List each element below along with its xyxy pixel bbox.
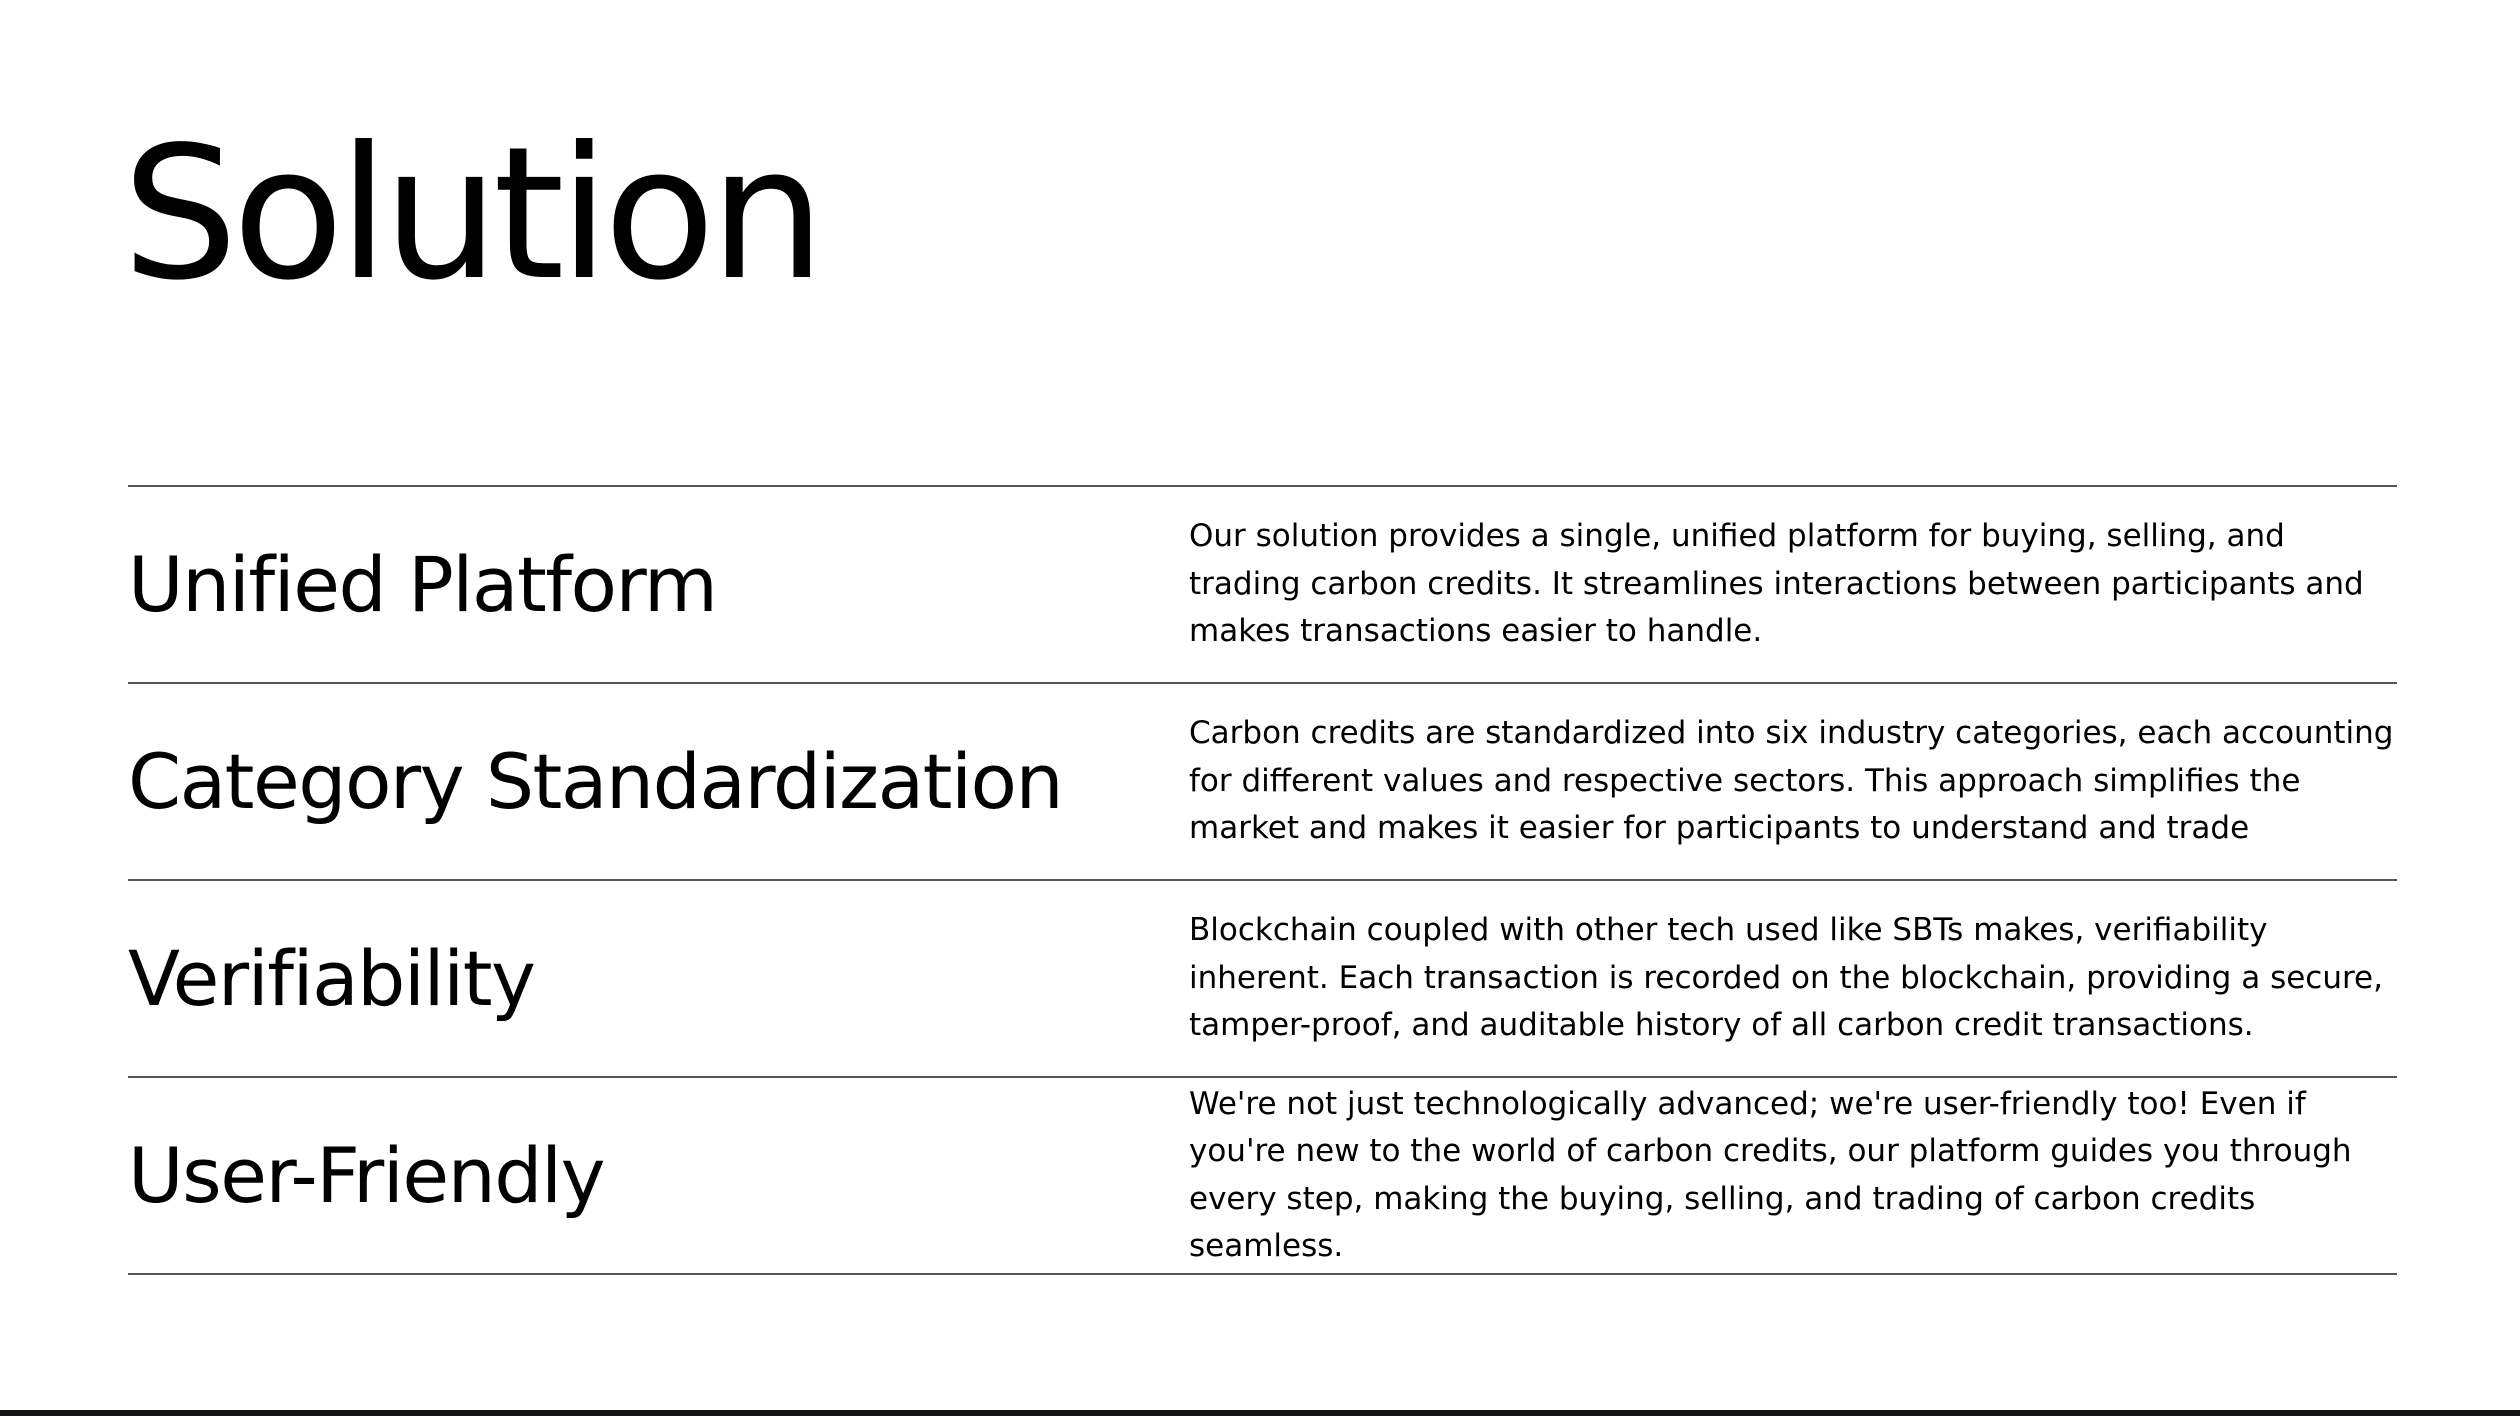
row-description: Carbon credits are standardized into six industry categories, each accounting for different values and respective sectors. This approach simplifies the market and makes it easier for participants to understand and trade [1189,715,2394,847]
solution-row-user-friendly [128,1078,2397,1275]
row-description: Our solution provides a single, unified platform for buying, selling, and trading carbon credits. It streamlines interactions between participants and makes transactions easier to handle. [1189,518,2364,650]
slide-title: Solution [122,108,820,321]
row-description: We're not just technologically advanced; we're user-friendly too! Even if you're new to the world of carbon credits, our platform guides you through every step, making the buying, selling, and trading of carbon credits seamless. [1189,1085,2352,1264]
row-heading: Verifiability [128,934,535,1023]
bottom-border-bar [0,1410,2520,1416]
row-heading: User-Friendly [128,1131,605,1220]
row-heading: Unified Platform [128,540,717,629]
solution-row-category-standardization [128,684,2397,881]
row-heading: Category Standardization [128,737,1063,826]
solution-row-unified-platform [128,487,2397,684]
solution-row-verifiability [128,881,2397,1078]
row-description: Blockchain coupled with other tech used like SBTs makes, verifiability inherent. Each transaction is recorded on the blockchain, providing a secure, tamper-proof, and auditable history of all carbon credit transactions. [1189,912,2383,1044]
solution-table [128,485,2397,1275]
